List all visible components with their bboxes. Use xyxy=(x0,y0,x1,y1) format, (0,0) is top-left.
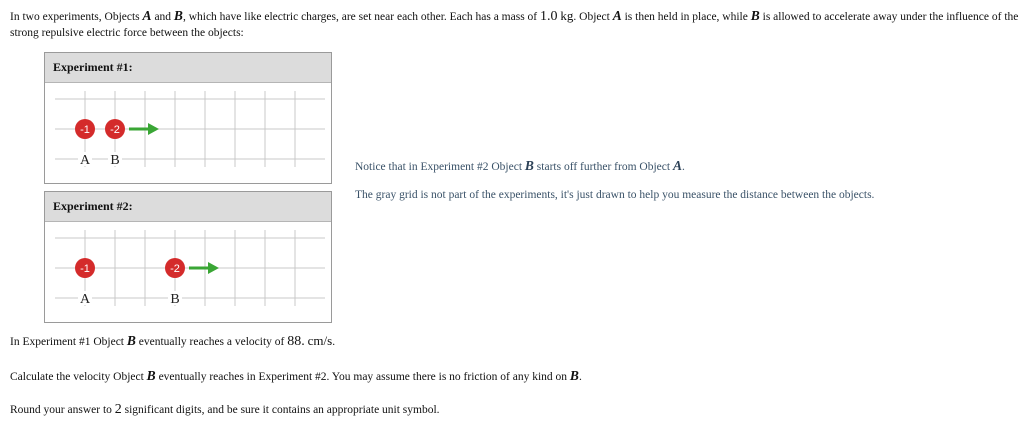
object-b-symbol: B xyxy=(146,368,156,383)
object-a-symbol: A xyxy=(142,8,152,23)
charge-a-label: -1 xyxy=(80,263,90,275)
experiment-1-panel xyxy=(44,52,332,184)
mass-unit: kg xyxy=(560,8,574,23)
label-b: B xyxy=(110,153,120,168)
intro-text: In two experiments, Objects xyxy=(10,11,143,23)
velocity-unit: cm/s xyxy=(307,333,333,348)
question-given-velocity: In Experiment #1 Object B eventually reaches a velocity of 88. cm/s. xyxy=(10,333,336,349)
intro-text: . Object xyxy=(573,11,613,23)
intro-paragraph xyxy=(10,8,1020,41)
intro-text: and xyxy=(151,11,174,23)
note-further-distance: Notice that in Experiment #2 Object B starts off further from Object A. xyxy=(355,158,685,173)
charge-b-label: -2 xyxy=(170,263,180,275)
label-a: A xyxy=(79,292,91,307)
experiment-2-panel xyxy=(44,191,332,323)
mass-value: 1.0 xyxy=(540,9,558,24)
charge-b-label: -2 xyxy=(110,124,120,136)
question-calculate: Calculate the velocity Object B eventually reaches in Experiment #2. You may assume there is no friction of any kind on B. xyxy=(10,368,582,383)
sig-digits-value: 2 xyxy=(114,402,122,417)
intro-text: , which have like electric charges, are set near each other. Each has a mass of xyxy=(182,11,541,23)
object-b-symbol: B xyxy=(569,368,579,383)
object-b-symbol: B xyxy=(126,333,136,348)
velocity-arrow xyxy=(129,123,159,135)
question-rounding: Round your answer to 2 significant digits, and be sure it contains an appropriate unit symbol. xyxy=(10,402,440,417)
velocity-value: 88. xyxy=(287,334,305,349)
grid xyxy=(55,91,325,167)
experiment-1-title: Experiment #1: xyxy=(45,53,331,83)
object-b-symbol: B xyxy=(524,158,534,173)
experiment-2-diagram xyxy=(45,222,331,322)
object-a-symbol: A xyxy=(612,8,622,23)
label-b: B xyxy=(170,292,180,307)
label-a: A xyxy=(79,153,91,168)
object-b-symbol: B xyxy=(173,8,183,23)
experiment-1-diagram xyxy=(45,83,331,183)
object-b-symbol: B xyxy=(750,8,760,23)
charge-a-label: -1 xyxy=(80,124,90,136)
intro-text: is then held in place, while xyxy=(621,11,751,23)
experiment-2-title: Experiment #2: xyxy=(45,192,331,222)
note-grid: The gray grid is not part of the experiments, it's just drawn to help you measure the distance between the objects. xyxy=(355,189,875,201)
object-a-symbol: A xyxy=(672,158,682,173)
intro-text: is allowed to accelerate away under the influence of the strong repulsive electric force between the objects: xyxy=(10,11,1019,39)
velocity-arrow xyxy=(189,262,219,274)
